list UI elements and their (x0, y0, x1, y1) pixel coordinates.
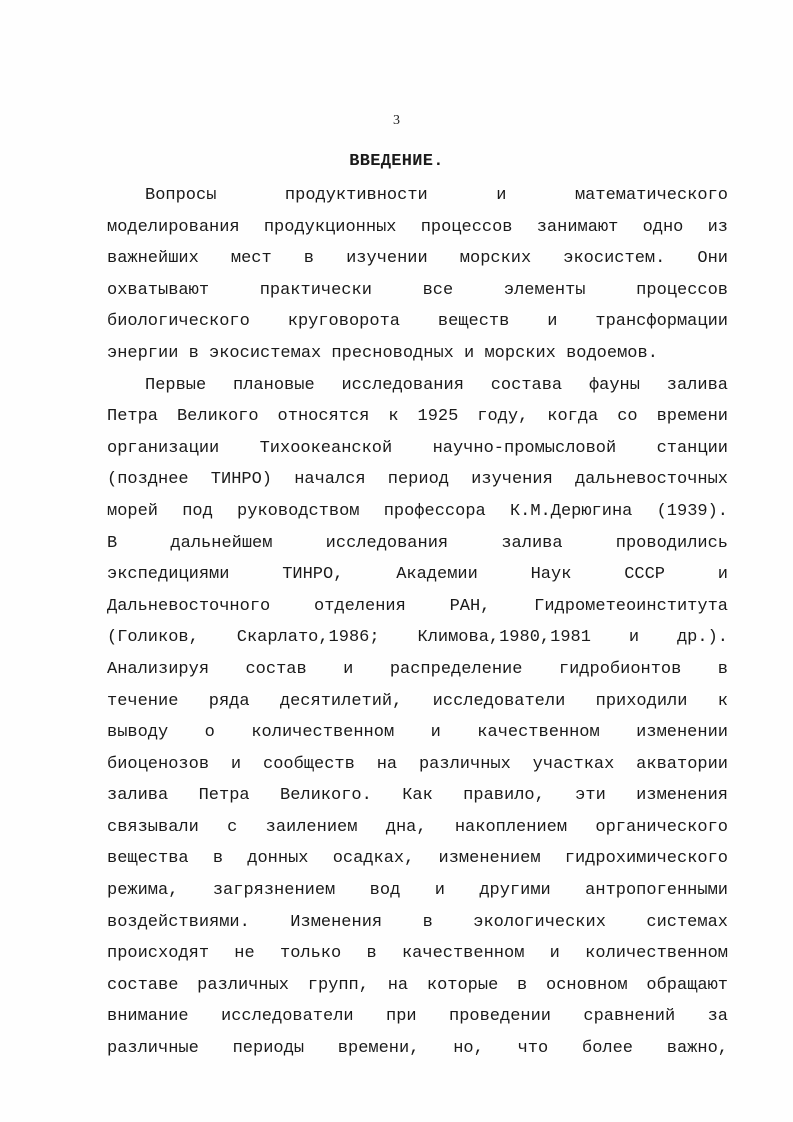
text-line: Первые плановые исследования состава фауны залива (145, 375, 728, 395)
text-line: Вопросы продуктивности и математического (145, 186, 728, 205)
text-line: (позднее ТИНРО) начался период изучения дальневосточных (107, 470, 728, 490)
text-line: Дальневосточного отделения РАН, Гидрометеоинститута (107, 596, 728, 616)
text-line: В дальнейшем исследования залива проводились (107, 533, 728, 553)
text-line: Анализируя состав и распределение гидробионтов в (107, 659, 728, 679)
text-line: связывали с заилением дна, накоплением органического (107, 817, 728, 837)
text-line: биоценозов и сообществ на различных участках акватории (107, 754, 728, 774)
text-line: охватывают практически все элементы процессов (107, 280, 728, 300)
text-line: морей под руководством профессора К.М.Дерюгина (1939). (107, 501, 728, 521)
text-line: режима, загрязнением вод и другими антропогенными (107, 881, 728, 901)
text-line: Петра Великого относятся к 1925 году, когда со времени (107, 407, 728, 427)
text-line: (Голиков, Скарлато,1986; Климова,1980,1981 и др.). (107, 628, 728, 648)
text-line: энергии в экосистемах пресноводных и морских водоемов. (107, 343, 658, 363)
text-line: важнейших мест в изучении морских экосистем. Они (107, 249, 728, 269)
text-line: выводу о количественном и качественном изменении (107, 723, 728, 743)
body-text (107, 180, 728, 1065)
text-line: внимание исследователи при проведении сравнений за (107, 1007, 728, 1027)
page-number: 3 (393, 113, 400, 128)
text-line: залива Петра Великого. Как правило, эти изменения (107, 786, 728, 806)
text-line: воздействиями. Изменения в экологических системах (107, 912, 728, 932)
text-line: биологического круговорота веществ и трансформации (107, 312, 728, 332)
text-line: составе различных групп, на которые в основном обращают (107, 975, 728, 995)
text-line: различные периоды времени, но, что более важно, (107, 1039, 728, 1059)
text-line: организации Тихоокеанской научно-промысловой станции (107, 438, 728, 458)
text-line: экспедициями ТИНРО, Академии Наук СССР и (107, 565, 728, 585)
text-line: моделирования продукционных процессов занимают одно из (107, 217, 728, 237)
section-heading: ВВЕДЕНИЕ. (349, 152, 444, 171)
text-line: происходят не только в качественном и количественном (107, 944, 728, 964)
text-line: вещества в донных осадках, изменением гидрохимического (107, 849, 728, 869)
text-line: течение ряда десятилетий, исследователи приходили к (107, 691, 728, 711)
